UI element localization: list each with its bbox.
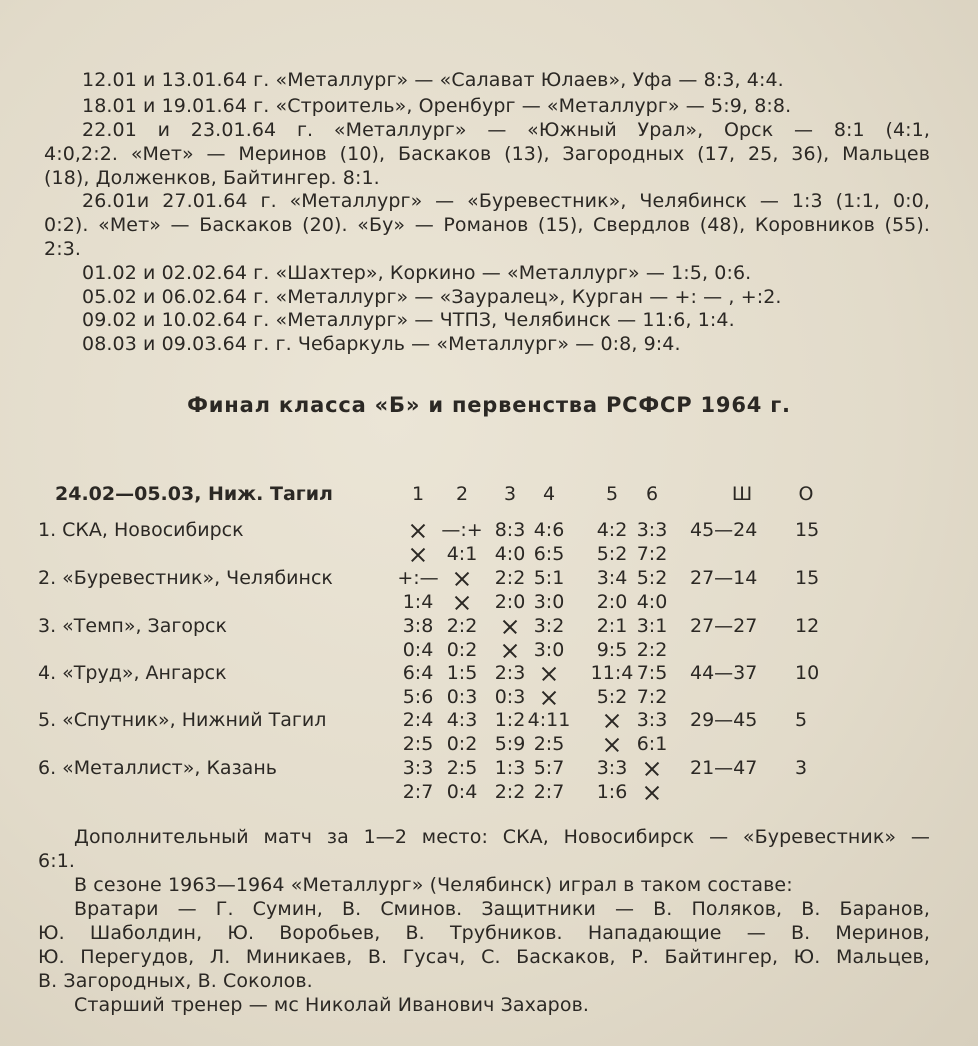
score-cell: 0:2 <box>446 639 478 661</box>
score-cell: 2:0 <box>494 591 526 613</box>
team-name: 1. СКА, Новосибирск <box>38 519 244 541</box>
team-name: 4. «Труд», Ангарск <box>38 662 227 684</box>
points-cell: 15 <box>795 567 820 589</box>
column-header-4: 4 <box>542 483 556 505</box>
match-line-9: 01.02 и 02.02.64 г. «Шахтер», Коркино — «Металлург» — 1:5, 0:6. <box>82 262 752 284</box>
score-cell: 3:3 <box>636 709 668 731</box>
score-cell: 2:5 <box>533 733 565 755</box>
score-cell: 0:3 <box>494 686 526 708</box>
score-cell: 4:6 <box>533 519 565 541</box>
score-cell: 6:4 <box>402 662 434 684</box>
match-line-2: 18.01 и 19.01.64 г. «Строитель», Оренбург — «Металлург» — 5:9, 8:8. <box>82 95 792 117</box>
points-header: О <box>798 483 814 505</box>
match-line-4: 4:0,2:2. «Мет» — Меринов (10), Баскаков (13), Загородных (17, 25, 36), Мальцев <box>44 143 930 165</box>
score-cell: 4:11 <box>527 709 571 731</box>
extra-line-4: Вратари — Г. Сумин, В. Сминов. Защитники — В. Поляков, В. Баранов, <box>74 898 930 920</box>
column-header-6: 6 <box>645 483 659 505</box>
extra-line-6: Ю. Перегудов, Л. Миникаев, В. Гусач, С. Баскаков, Р. Байтингер, Ю. Мальцев, <box>38 946 930 968</box>
score-cell: —:+ <box>441 519 483 541</box>
extra-line-1: Дополнительный матч за 1—2 место: СКА, Новосибирск — «Буревестник» — <box>74 826 930 848</box>
team-name: 5. «Спутник», Нижний Тагил <box>38 709 327 731</box>
goals-cell: 29—45 <box>690 709 758 731</box>
diagonal-cross-icon <box>502 643 518 659</box>
score-cell: 3:0 <box>533 591 565 613</box>
match-line-6: 26.01и 27.01.64 г. «Металлург» — «Буревестник», Челябинск — 1:3 (1:1, 0:0, <box>82 190 930 212</box>
goals-header: Ш <box>731 483 753 505</box>
diagonal-cross-icon <box>644 785 660 801</box>
score-cell: 2:2 <box>636 639 668 661</box>
score-cell: 2:3 <box>494 662 526 684</box>
score-cell: +:— <box>397 567 439 589</box>
score-cell: 7:5 <box>636 662 668 684</box>
score-cell: 2:2 <box>494 567 526 589</box>
match-line-5: (18), Долженков, Байтингер. 8:1. <box>44 167 380 189</box>
extra-line-5: Ю. Шаболдин, Ю. Воробьев, В. Трубников. Нападающие — В. Меринов, <box>38 922 930 944</box>
score-cell: 3:3 <box>596 757 628 779</box>
score-cell: 0:3 <box>446 686 478 708</box>
score-cell: 11:4 <box>590 662 634 684</box>
score-cell: 2:5 <box>402 733 434 755</box>
diagonal-cross-icon <box>541 666 557 682</box>
final-title: Финал класса «Б» и первенства РСФСР 1964 г. <box>187 393 791 417</box>
score-cell: 0:4 <box>402 639 434 661</box>
score-cell: 7:2 <box>636 686 668 708</box>
match-line-3: 22.01 и 23.01.64 г. «Металлург» — «Южный Урал», Орск — 8:1 (4:1, <box>82 119 930 141</box>
extra-line-2: 6:1. <box>38 850 76 872</box>
score-cell: 5:6 <box>402 686 434 708</box>
score-cell: 9:5 <box>596 639 628 661</box>
diagonal-cross-icon <box>644 761 660 777</box>
points-cell: 3 <box>795 757 808 779</box>
score-cell: 5:1 <box>533 567 565 589</box>
diagonal-cross-icon <box>410 547 426 563</box>
score-cell: 2:7 <box>402 781 434 803</box>
score-cell: 1:6 <box>596 781 628 803</box>
score-cell: 1:2 <box>494 709 526 731</box>
score-cell: 5:2 <box>636 567 668 589</box>
goals-cell: 27—27 <box>690 615 758 637</box>
score-cell: 0:2 <box>446 733 478 755</box>
score-cell: 1:4 <box>402 591 434 613</box>
score-cell: 4:0 <box>494 543 526 565</box>
score-cell: 6:1 <box>636 733 668 755</box>
diagonal-cross-icon <box>410 523 426 539</box>
score-cell: 7:2 <box>636 543 668 565</box>
table-venue: 24.02—05.03, Ниж. Тагил <box>55 483 333 505</box>
team-name: 6. «Металлист», Казань <box>38 757 277 779</box>
extra-line-3: В сезоне 1963—1964 «Металлург» (Челябинск) играл в таком составе: <box>74 874 793 896</box>
score-cell: 2:5 <box>446 757 478 779</box>
column-header-2: 2 <box>455 483 469 505</box>
goals-cell: 44—37 <box>690 662 758 684</box>
score-cell: 1:3 <box>494 757 526 779</box>
score-cell: 2:2 <box>494 781 526 803</box>
points-cell: 10 <box>795 662 820 684</box>
score-cell: 8:3 <box>494 519 526 541</box>
score-cell: 5:9 <box>494 733 526 755</box>
diagonal-cross-icon <box>604 713 620 729</box>
score-cell: 0:4 <box>446 781 478 803</box>
points-cell: 15 <box>795 519 820 541</box>
goals-cell: 27—14 <box>690 567 758 589</box>
score-cell: 4:1 <box>446 543 478 565</box>
extra-line-8: Старший тренер — мс Николай Иванович Захаров. <box>74 994 590 1016</box>
score-cell: 5:2 <box>596 543 628 565</box>
match-line-8: 2:3. <box>44 238 82 260</box>
column-header-1: 1 <box>411 483 425 505</box>
column-header-5: 5 <box>605 483 619 505</box>
team-name: 2. «Буревестник», Челябинск <box>38 567 333 589</box>
match-line-10: 05.02 и 06.02.64 г. «Металлург» — «Зауралец», Курган — +: — , +:2. <box>82 286 782 308</box>
score-cell: 5:2 <box>596 686 628 708</box>
score-cell: 3:2 <box>533 615 565 637</box>
diagonal-cross-icon <box>502 619 518 635</box>
score-cell: 4:0 <box>636 591 668 613</box>
score-cell: 2:1 <box>596 615 628 637</box>
goals-cell: 45—24 <box>690 519 758 541</box>
score-cell: 2:2 <box>446 615 478 637</box>
score-cell: 3:1 <box>636 615 668 637</box>
diagonal-cross-icon <box>454 595 470 611</box>
points-cell: 5 <box>795 709 808 731</box>
score-cell: 4:3 <box>446 709 478 731</box>
score-cell: 3:3 <box>636 519 668 541</box>
score-cell: 3:3 <box>402 757 434 779</box>
points-cell: 12 <box>795 615 820 637</box>
goals-cell: 21—47 <box>690 757 758 779</box>
match-line-12: 08.03 и 09.03.64 г. г. Чебаркуль — «Металлург» — 0:8, 9:4. <box>82 333 681 355</box>
score-cell: 1:5 <box>446 662 478 684</box>
match-line-1: 12.01 и 13.01.64 г. «Металлург» — «Салават Юлаев», Уфа — 8:3, 4:4. <box>82 69 784 91</box>
extra-line-7: В. Загородных, В. Соколов. <box>38 970 313 992</box>
match-line-7: 0:2). «Мет» — Баскаков (20). «Бу» — Романов (15), Свердлов (48), Коровников (55). <box>44 214 930 236</box>
score-cell: 2:4 <box>402 709 434 731</box>
match-line-11: 09.02 и 10.02.64 г. «Металлург» — ЧТПЗ, Челябинск — 11:6, 1:4. <box>82 309 735 331</box>
diagonal-cross-icon <box>604 737 620 753</box>
score-cell: 3:0 <box>533 639 565 661</box>
score-cell: 5:7 <box>533 757 565 779</box>
score-cell: 4:2 <box>596 519 628 541</box>
score-cell: 2:7 <box>533 781 565 803</box>
score-cell: 3:4 <box>596 567 628 589</box>
score-cell: 3:8 <box>402 615 434 637</box>
diagonal-cross-icon <box>541 690 557 706</box>
score-cell: 2:0 <box>596 591 628 613</box>
team-name: 3. «Темп», Загорск <box>38 615 227 637</box>
column-header-3: 3 <box>503 483 517 505</box>
score-cell: 6:5 <box>533 543 565 565</box>
diagonal-cross-icon <box>454 571 470 587</box>
